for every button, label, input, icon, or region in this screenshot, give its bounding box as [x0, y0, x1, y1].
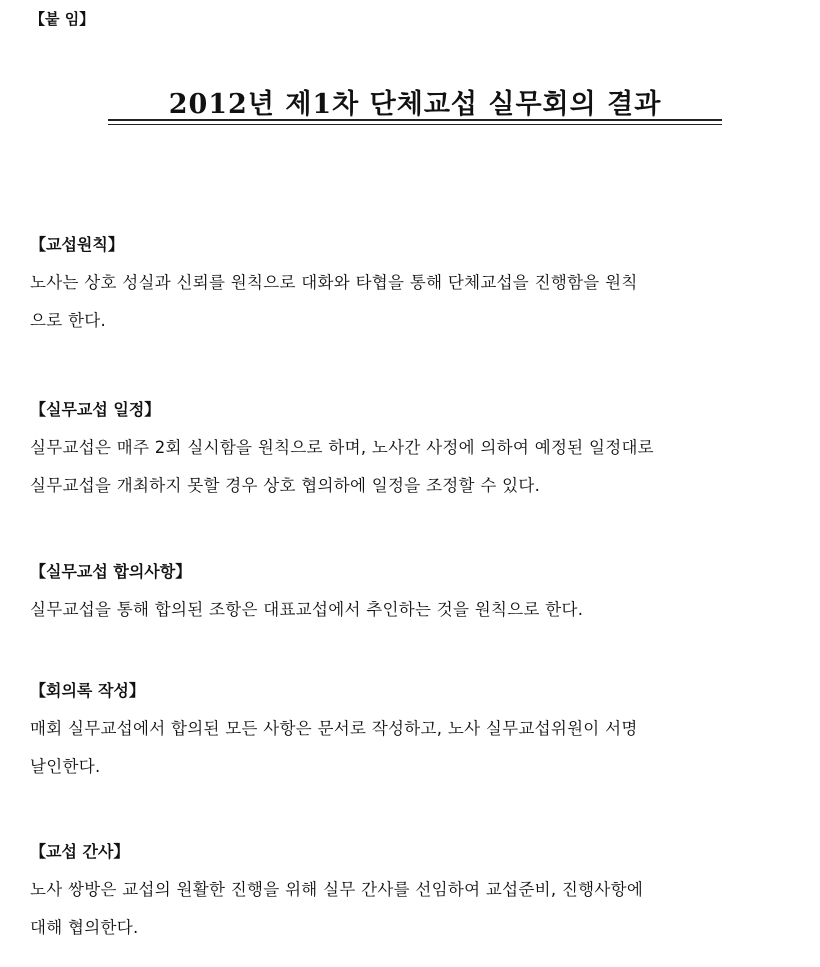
section-text-line: 노사 쌍방은 교섭의 원활한 진행을 위해 실무 간사를 선임하여 교섭준비, 진행사항에: [30, 880, 644, 899]
section-text-line: 으로 한다.: [30, 311, 107, 330]
section-minutes: [30, 672, 810, 786]
section-heading: 【실무교섭 합의사항】: [30, 562, 192, 581]
section-bargaining-secretary: [30, 833, 810, 947]
section-working-agreements: [30, 553, 810, 629]
attachment-label: 【붙 임】: [30, 10, 95, 28]
section-text-line: 실무교섭은 매주 2회 실시함을 원칙으로 하며, 노사간 사정에 의하여 예정된 일정대로: [30, 438, 654, 457]
section-text-line: 날인한다.: [30, 757, 101, 776]
title-double-underline: [108, 119, 722, 125]
section-bargaining-principle: [30, 226, 810, 340]
section-heading: 【회의록 작성】: [30, 681, 145, 700]
section-text-line: 노사는 상호 성실과 신뢰를 원칙으로 대화와 타협을 통해 단체교섭을 진행함을 원칙: [30, 273, 638, 292]
section-heading: 【교섭 간사】: [30, 842, 130, 861]
section-text-line: 매회 실무교섭에서 합의된 모든 사항은 문서로 작성하고, 노사 실무교섭위원이 서명: [30, 719, 638, 738]
section-working-schedule: [30, 391, 810, 505]
section-heading: 【실무교섭 일정】: [30, 400, 161, 419]
section-text-line: 대해 협의한다.: [30, 918, 139, 937]
section-heading: 【교섭원칙】: [30, 235, 124, 254]
section-text-line: 실무교섭을 개최하지 못할 경우 상호 협의하에 일정을 조정할 수 있다.: [30, 476, 541, 495]
document-title: 2012년 제1차 단체교섭 실무회의 결과: [168, 89, 662, 120]
section-text-line: 실무교섭을 통해 합의된 조항은 대표교섭에서 추인하는 것을 원칙으로 한다.: [30, 600, 584, 619]
